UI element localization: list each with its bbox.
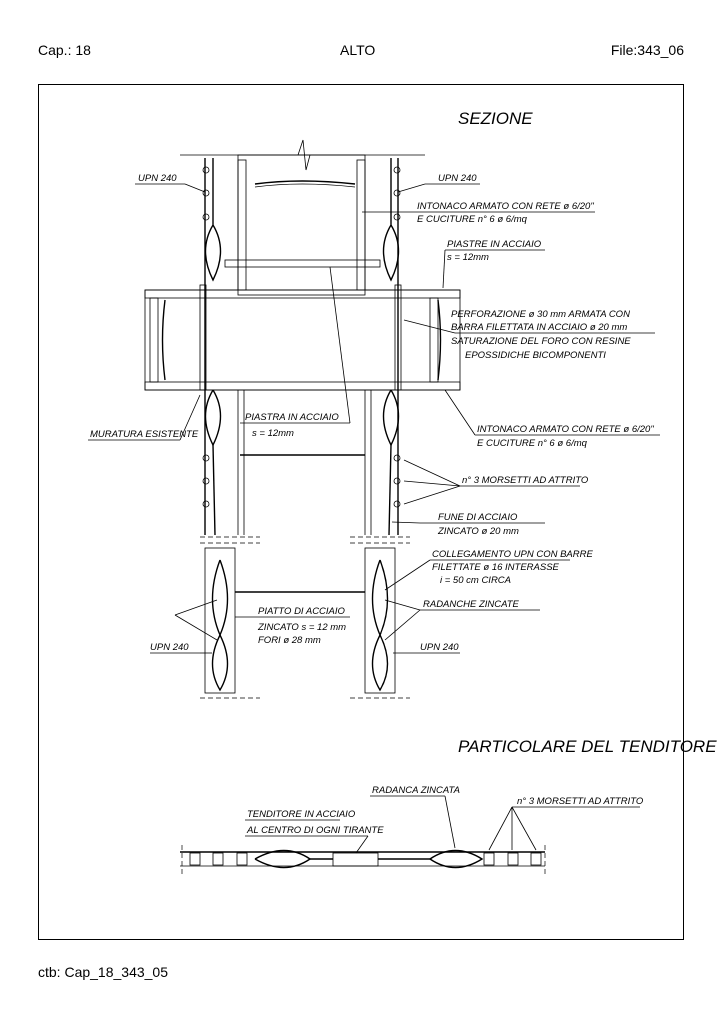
- label-perforazione-a: PERFORAZIONE ø 30 mm ARMATA CON: [451, 309, 630, 320]
- section-view: [88, 140, 660, 698]
- label-upn-top-right: UPN 240: [438, 173, 477, 184]
- section-title: SEZIONE: [458, 109, 533, 128]
- label-fune-b: ZINCATO ø 20 mm: [438, 526, 519, 537]
- label-piatto-c: FORI ø 28 mm: [258, 635, 321, 646]
- header-title: ALTO: [340, 42, 376, 58]
- label-morsetti-detail: n° 3 MORSETTI AD ATTRITO: [517, 796, 644, 807]
- header-chapter: Cap.: 18: [38, 42, 91, 58]
- label-piastre-a: PIASTRE IN ACCIAIO: [447, 239, 542, 250]
- label-perforazione-d: EPOSSIDICHE BICOMPONENTI: [465, 350, 606, 361]
- label-upn-top-left: UPN 240: [138, 173, 177, 184]
- label-piatto-a: PIATTO DI ACCIAIO: [258, 606, 345, 617]
- label-piastra-b: s = 12mm: [252, 428, 294, 439]
- label-collegamento-c: i = 50 cm CIRCA: [440, 575, 512, 586]
- label-upn-bottom-right: UPN 240: [420, 642, 459, 653]
- label-tenditore-a: TENDITORE IN ACCIAIO: [247, 809, 356, 820]
- label-intonaco-2b: E CUCITURE n° 6 ø 6/mq: [477, 438, 587, 449]
- label-intonaco-1b: E CUCITURE n° 6 ø 6/mq: [417, 214, 527, 225]
- label-piatto-b: ZINCATO s = 12 mm: [258, 622, 347, 633]
- header-file: File:343_06: [610, 42, 684, 58]
- label-perforazione-b: BARRA FILETTATA IN ACCIAIO ø 20 mm: [451, 322, 628, 333]
- floor-slab: [145, 290, 460, 390]
- label-upn-bottom-left: UPN 240: [150, 642, 189, 653]
- detail-title: PARTICOLARE DEL TENDITORE: [458, 737, 717, 756]
- plaster-left: [238, 160, 246, 290]
- label-collegamento-a: COLLEGAMENTO UPN CON BARRE: [432, 549, 593, 560]
- upper-wall: [238, 155, 365, 295]
- label-piastra-a: PIASTRA IN ACCIAIO: [245, 412, 339, 423]
- label-collegamento-b: FILETTATE ø 16 INTERASSE: [432, 562, 559, 573]
- label-tenditore-b: AL CENTRO DI OGNI TIRANTE: [247, 825, 384, 836]
- footer-ctb: ctb: Cap_18_343_05: [38, 964, 168, 980]
- label-muratura: MURATURA ESISTENTE: [90, 429, 199, 440]
- plaster-right: [357, 160, 365, 290]
- label-perforazione-c: SATURAZIONE DEL FORO CON RESINE: [451, 336, 631, 347]
- label-intonaco-1a: INTONACO ARMATO CON RETE ø 6/20": [417, 201, 594, 212]
- label-piastre-b: s = 12mm: [447, 252, 489, 263]
- label-morsetti: n° 3 MORSETTI AD ATTRITO: [462, 475, 589, 486]
- label-radanca-zincata: RADANCA ZINCATA: [372, 785, 460, 796]
- label-fune-a: FUNE DI ACCIAIO: [438, 512, 518, 523]
- label-radanche: RADANCHE ZINCATE: [423, 599, 519, 610]
- turnbuckle-body: [333, 853, 378, 866]
- label-intonaco-2a: INTONACO ARMATO CON RETE ø 6/20": [477, 424, 654, 435]
